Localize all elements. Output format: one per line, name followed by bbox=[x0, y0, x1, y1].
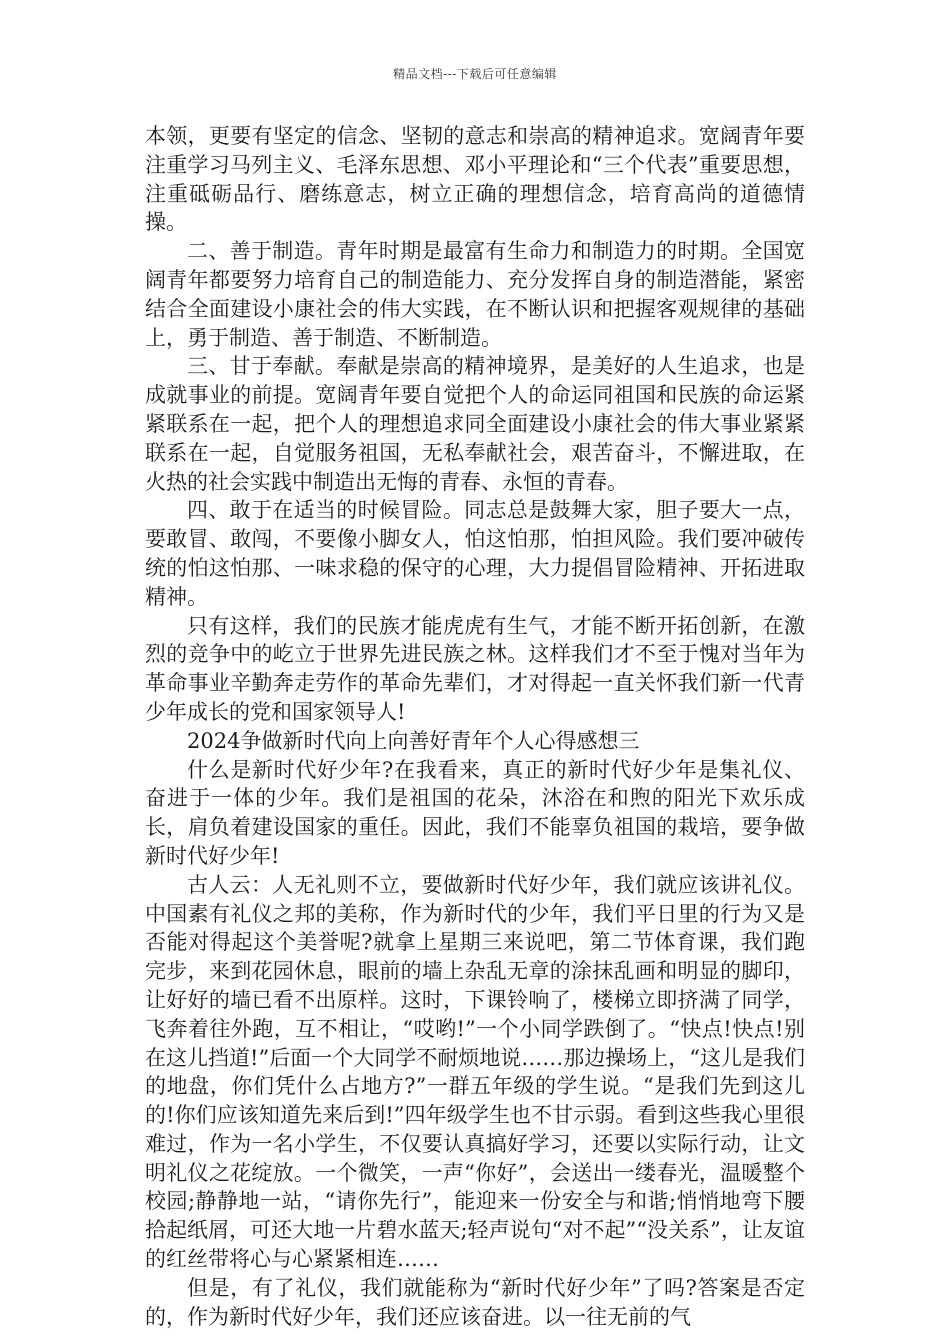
paragraph-2: 二、善于制造。青年时期是最富有生命力和制造力的时期。全国宽阔青年都要努力培育自己的制造能力、充分发挥自身的制造潜能，紧密结合全面建设小康社会的伟大实践，在不断认识和把握客观规律的基础上，勇于制造、善于制造、不断制造。 bbox=[145, 239, 805, 350]
paragraph-9: 但是，有了礼仪，我们就能称为“新时代好少年”了吗?答案是否定的，作为新时代好少年，我们还应该奋进。以一往无前的气 bbox=[145, 1275, 805, 1329]
paragraph-5: 只有这样，我们的民族才能虎虎有生气，才能不断开拓创新，在激烈的竞争中的屹立于世界先进民族之林。这样我们才不至于愧对当年为革命事业辛勤奔走劳作的革命先辈们，才对得起一直关怀我们新一代青少年成长的党和国家领导人! bbox=[145, 613, 805, 724]
paragraph-7: 什么是新时代好少年?在我看来，真正的新时代好少年是集礼仪、奋进于一体的少年。我们是祖国的花朵，沐浴在和煦的阳光下欢乐成长，肩负着建设国家的重任。因此，我们不能辜负祖国的栽培，要争做新时代好少年! bbox=[145, 757, 805, 868]
paragraph-4: 四、敢于在适当的时候冒险。同志总是鼓舞大家，胆子要大一点，要敢冒、敢闯，不要像小脚女人，怕这怕那，怕担风险。我们要冲破传统的怕这怕那、一味求稳的保守的心理，大力提倡冒险精神、开拓进取精神。 bbox=[145, 498, 805, 609]
paragraph-1: 本领，更要有坚定的信念、坚韧的意志和崇高的精神追求。宽阔青年要注重学习马列主义、毛泽东思想、邓小平理论和“三个代表”重要思想，注重砥砺品行、磨练意志，树立正确的理想信念，培育高尚的道德情操。 bbox=[145, 124, 805, 235]
section-heading: 2024争做新时代向上向善好青年个人心得感想三 bbox=[187, 728, 640, 753]
paragraph-3: 三、甘于奉献。奉献是崇高的精神境界，是美好的人生追求，也是成就事业的前提。宽阔青年要自觉把个人的命运同祖国和民族的命运紧紧联系在一起，把个人的理想追求同全面建设小康社会的伟大事业紧紧联系在一起，自觉服务祖国，无私奉献社会，艰苦奋斗，不懈进取，在火热的社会实践中制造出无悔的青春、永恒的青春。 bbox=[145, 354, 805, 494]
document-body bbox=[145, 122, 805, 1331]
paragraph-8: 古人云：人无礼则不立，要做新时代好少年，我们就应该讲礼仪。中国素有礼仪之邦的美称，作为新时代的少年，我们平日里的行为又是否能对得起这个美誉呢?就拿上星期三来说吧，第二节体育课，我们跑完步，来到花园休息，眼前的墙上杂乱无章的涂抹乱画和明显的脚印，让好好的墙已看不出原样。这时，下课铃响了，楼梯立即挤满了同学，飞奔着往外跑，互不相让，“哎哟!”一个小同学跌倒了。“快点!快点!别在这儿挡道!”后面一个大同学不耐烦地说……那边操场上，“这儿是我们的地盘，你们凭什么占地方?”一群五年级的学生说。“是我们先到这儿的!你们应该知道先来后到!”四年级学生也不甘示弱。看到这些我心里很难过，作为一名小学生，不仅要认真搞好学习，还要以实际行动，让文明礼仪之花绽放。一个微笑，一声“你好”，会送出一缕春光，温暖整个校园;静静地一站，“请你先行”，能迎来一份安全与和谐;悄悄地弯下腰拾起纸屑，可还大地一片碧水蓝天;轻声说句“对不起”“没关系”，让友谊的红丝带将心与心紧紧相连…… bbox=[145, 872, 805, 1272]
page-header: 精品文档---下载后可任意编辑 bbox=[393, 67, 557, 81]
